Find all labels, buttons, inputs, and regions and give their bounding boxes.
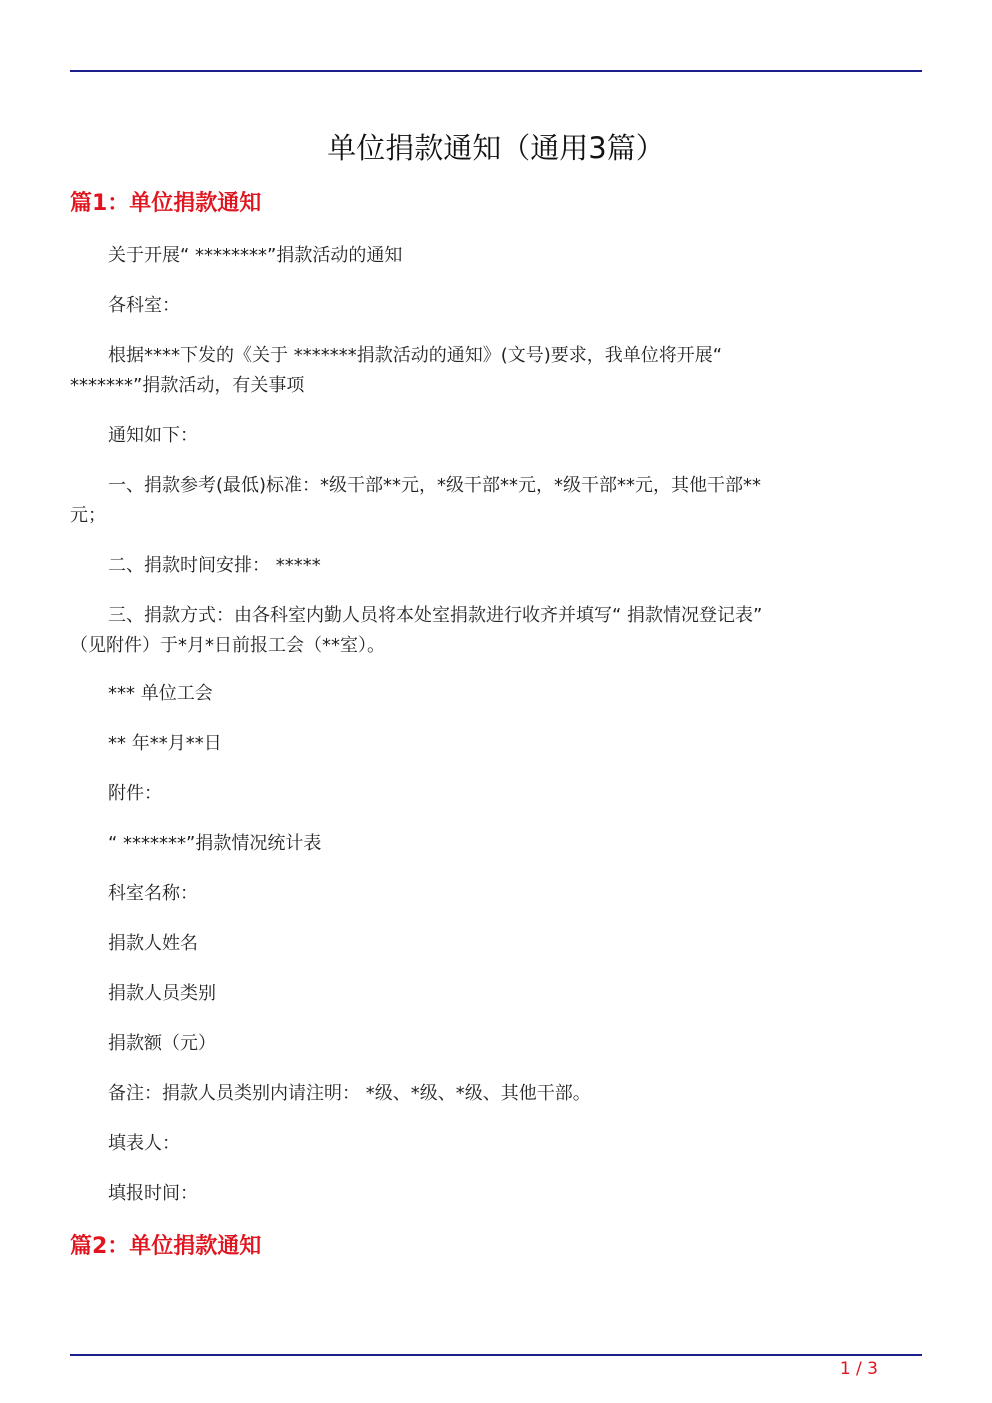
paragraph: 二、捐款时间安排： ***** (108, 555, 321, 576)
paragraph: 附件： (108, 783, 162, 804)
paragraph: 填表人： (108, 1133, 180, 1154)
paragraph: 科室名称： (108, 883, 198, 904)
section-heading-1: 篇1：单位捐款通知 (70, 191, 262, 216)
section-heading-2: 篇2：单位捐款通知 (70, 1234, 262, 1259)
paragraph: 根据****下发的《关于 *******捐款活动的通知》(文号)要求，我单位将开展“ *******”捐款活动，有关事项 (70, 345, 728, 396)
page-number: 1 / 3 (839, 1359, 878, 1379)
paragraph: 备注：捐款人员类别内请注明： *级、*级、*级、其他干部。 (108, 1083, 591, 1104)
paragraph: ** 年**月**日 (108, 733, 222, 754)
document-title: 单位捐款通知（通用3篇） (327, 131, 665, 165)
paragraph: 捐款人姓名 (108, 933, 198, 954)
footer-rule (70, 1354, 922, 1356)
paragraph: 通知如下： (108, 425, 198, 446)
paragraph: 捐款额（元） (108, 1033, 216, 1054)
paragraph: 关于开展“ ********”捐款活动的通知 (108, 245, 403, 266)
paragraph: 填报时间： (108, 1183, 198, 1204)
header-rule (70, 70, 922, 72)
paragraph: 三、捐款方式：由各科室内勤人员将本处室捐款进行收齐并填写“ 捐款情况登记表” （见附件）于*月*日前报工会（**室）。 (70, 605, 769, 656)
paragraph: 捐款人员类别 (108, 983, 216, 1004)
paragraph: 一、捐款参考(最低)标准：*级干部**元，*级干部**元，*级干部**元，其他干部**元； (70, 475, 762, 526)
paragraph: “ *******”捐款情况统计表 (108, 833, 322, 854)
paragraph: 各科室： (108, 295, 180, 316)
paragraph: *** 单位工会 (108, 683, 213, 704)
